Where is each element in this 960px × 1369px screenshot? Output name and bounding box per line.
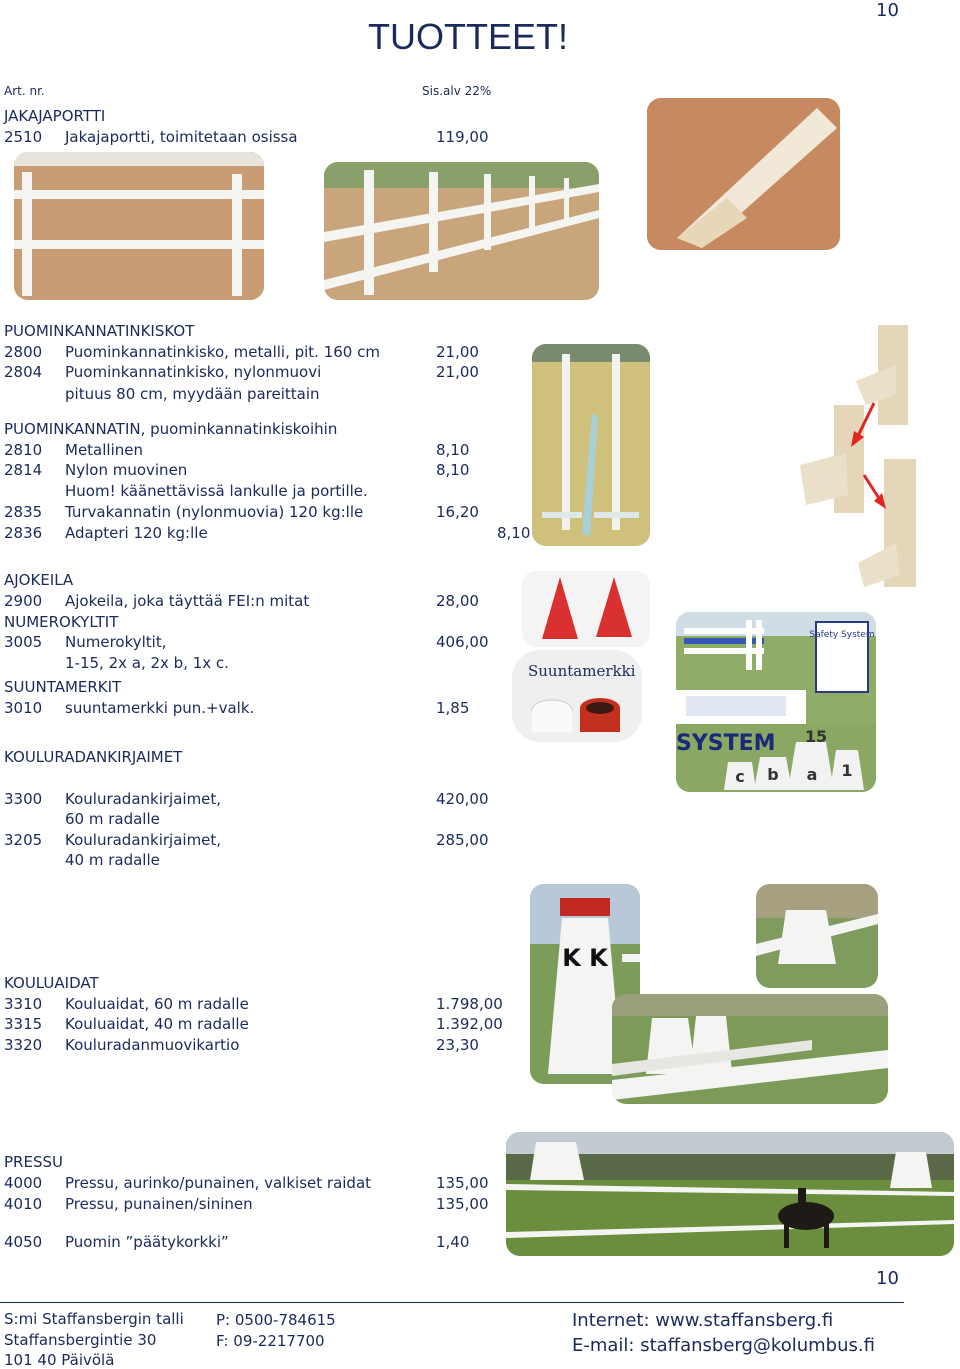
item-nr: 2800 — [4, 343, 43, 361]
item-nr: 4010 — [4, 1195, 43, 1213]
item-price: 8,10 — [436, 441, 470, 459]
page-title: TUOTTEET! — [368, 16, 568, 57]
item-desc: Puomin ”päätykorkki” — [65, 1233, 229, 1251]
item-desc: Turvakannatin (nylonmuovia) 120 kg:lle — [65, 503, 364, 521]
col-art-header: Art. nr. — [4, 84, 45, 98]
footer-street: Staffansbergintie 30 — [4, 1331, 157, 1349]
footer-divider — [0, 1302, 904, 1303]
section-heading: SUUNTAMERKIT — [4, 678, 122, 696]
item-desc: Puominkannatinkisko, metalli, pit. 160 cm — [65, 343, 380, 361]
page-number-bottom: 10 — [876, 1268, 899, 1289]
section-heading: PRESSU — [4, 1153, 63, 1171]
footer-city: 101 40 Päivölä — [4, 1351, 115, 1369]
item-nr: 3300 — [4, 790, 43, 808]
item-nr: 2836 — [4, 524, 43, 542]
item-nr: 2835 — [4, 503, 43, 521]
banner-text: SYSTEM — [676, 731, 776, 756]
item-nr: 3205 — [4, 831, 43, 849]
letter-b: b — [767, 765, 779, 784]
item-desc: Kouluaidat, 40 m radalle — [65, 1015, 249, 1033]
item-note: 40 m radalle — [65, 851, 160, 869]
sign-text: Safety System — [809, 630, 875, 640]
fence-stack-photo — [612, 994, 888, 1104]
connector-photo — [647, 98, 840, 250]
item-price: 21,00 — [436, 363, 479, 381]
item-desc: Pressu, aurinko/punainen, valkiset raidat — [65, 1174, 372, 1192]
item-note: Huom! käänettävissä lankulle ja portille. — [65, 482, 368, 500]
item-desc: Pressu, punainen/sininen — [65, 1195, 253, 1213]
item-nr: 4050 — [4, 1233, 43, 1251]
standards-photo — [532, 344, 650, 546]
numbers-letters-photo — [676, 612, 876, 792]
item-price: 16,20 — [436, 503, 479, 521]
footer-phone: P: 0500-784615 — [216, 1311, 336, 1329]
footer-email[interactable]: E-mail: staffansberg@kolumbus.fi — [572, 1335, 875, 1356]
item-note: 1-15, 2x a, 2x b, 1x c. — [65, 654, 229, 672]
page-number-top: 10 — [876, 0, 899, 21]
item-price: 1,40 — [436, 1233, 470, 1251]
fence-photo — [14, 152, 264, 300]
item-desc: Kouluradanmuovikartio — [65, 1036, 240, 1054]
item-nr: 2510 — [4, 128, 43, 146]
item-desc: Kouluradankirjaimet, — [65, 831, 222, 849]
item-price: 135,00 — [436, 1195, 489, 1213]
item-desc: Jakajaportti, toimitetaan osissa — [65, 128, 298, 146]
footer-internet[interactable]: Internet: www.staffansberg.fi — [572, 1310, 834, 1331]
section-heading: PUOMINKANNATIN, puominkannatinkiskoihin — [4, 420, 338, 438]
item-desc: Puominkannatinkisko, nylonmuovi — [65, 363, 322, 381]
footer-company: S:mi Staffansbergin talli — [4, 1310, 184, 1328]
item-price: 23,30 — [436, 1036, 479, 1054]
item-desc: Numerokyltit, — [65, 633, 167, 651]
item-desc: Metallinen — [65, 441, 143, 459]
letter-c: c — [735, 767, 745, 786]
item-nr: 2804 — [4, 363, 43, 381]
item-price: 28,00 — [436, 592, 479, 610]
item-nr: 4000 — [4, 1174, 43, 1192]
fence-row-photo — [324, 162, 599, 300]
item-desc: suuntamerkki pun.+valk. — [65, 699, 255, 717]
item-price: 119,00 — [436, 128, 489, 146]
dressage-arena-photo — [506, 1132, 954, 1256]
col-price-header: Sis.alv 22% — [422, 84, 492, 98]
item-price: 8,10 — [497, 524, 531, 542]
item-price: 1.392,00 — [436, 1015, 503, 1033]
item-price: 285,00 — [436, 831, 489, 849]
item-price: 420,00 — [436, 790, 489, 808]
item-nr: 3310 — [4, 995, 43, 1013]
item-price: 135,00 — [436, 1174, 489, 1192]
item-nr: 2810 — [4, 441, 43, 459]
item-price: 21,00 — [436, 343, 479, 361]
cones-photo — [522, 571, 650, 647]
item-desc: Nylon muovinen — [65, 461, 188, 479]
item-price: 8,10 — [436, 461, 470, 479]
item-price: 1,85 — [436, 699, 470, 717]
item-desc: Ajokeila, joka täyttää FEI:n mitat — [65, 592, 310, 610]
dressage-fence-photo — [756, 884, 878, 988]
item-nr: 2814 — [4, 461, 43, 479]
item-nr: 3005 — [4, 633, 43, 651]
section-heading: NUMEROKYLTIT — [4, 613, 119, 631]
footer-fax: F: 09-2217700 — [216, 1332, 325, 1350]
letter-1: 1 — [841, 761, 853, 780]
item-desc: Kouluaidat, 60 m radalle — [65, 995, 249, 1013]
section-heading: PUOMINKANNATINKISKOT — [4, 322, 195, 340]
item-nr: 3010 — [4, 699, 43, 717]
number-15: 15 — [804, 727, 828, 746]
item-desc: Kouluradankirjaimet, — [65, 790, 222, 808]
item-desc: Adapteri 120 kg:lle — [65, 524, 208, 542]
section-heading: KOULUAIDAT — [4, 974, 99, 992]
item-price: 406,00 — [436, 633, 489, 651]
section-heading: AJOKEILA — [4, 571, 74, 589]
item-nr: 3315 — [4, 1015, 43, 1033]
section-heading: KOULURADANKIRJAIMET — [4, 748, 183, 766]
direction-marker-caption: Suuntamerkki — [528, 662, 636, 680]
letter-a: a — [806, 765, 818, 784]
section-heading: JAKAJAPORTTI — [4, 107, 106, 125]
item-price: 1.798,00 — [436, 995, 503, 1013]
item-nr: 2900 — [4, 592, 43, 610]
safety-cup-photo — [796, 325, 924, 590]
item-nr: 3320 — [4, 1036, 43, 1054]
item-note: 60 m radalle — [65, 810, 160, 828]
item-note: pituus 80 cm, myydään pareittain — [65, 385, 320, 403]
kk-letters: K K — [562, 944, 608, 972]
